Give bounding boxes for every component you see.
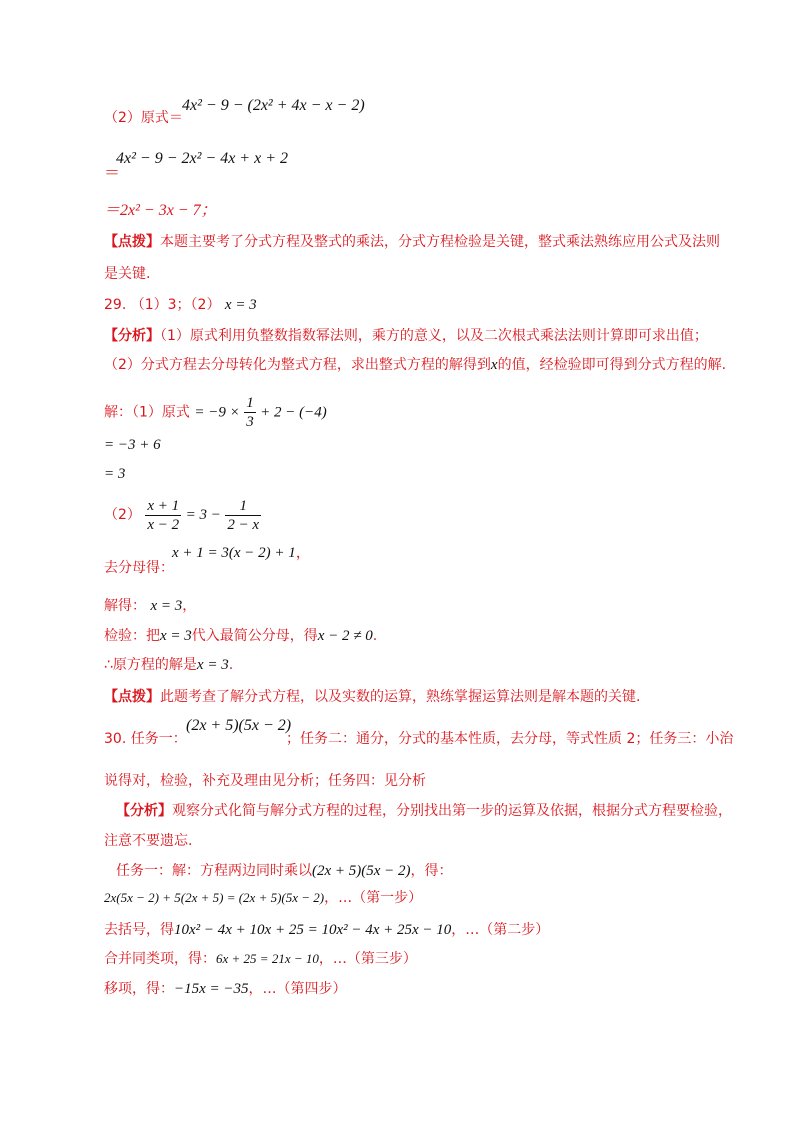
q30-b: ；任务二：通分，分式的基本性质，去分母，等式性质 2；任务三：小治 [286, 731, 734, 747]
task1-line [116, 861, 453, 881]
step4-tail: ，…（第四步） [248, 981, 347, 997]
task1-expr: (2x + 5)(5x − 2) [312, 863, 411, 879]
sol29-p2-fraction2 [225, 497, 261, 534]
step3-line [104, 949, 417, 969]
q30-a: 30. 任务一： [104, 731, 187, 747]
sol29-line3: = 3 [104, 466, 126, 482]
step4-expr: −15x = −35 [174, 981, 249, 997]
dianbo1-text-a: 本题主要考了分式方程及整式的乘法，分式方程检验是关键，整式乘法熟练应用公式及法则 [160, 234, 720, 250]
jianyan-line [104, 626, 377, 646]
fenxi29-text-b2: 的值，经检验即可得到分式方程的解. [497, 357, 727, 373]
sol29-1-frac-den: 3 [246, 414, 254, 430]
qufenmu-expr: x + 1 = 3(x − 2) + 1 [172, 545, 296, 561]
step2-expr: 10x² − 4x + 10x + 25 = 10x² − 4x + 25x − 10 [174, 922, 452, 938]
sol29-p2-label: （2） [104, 507, 141, 523]
q29-answer-a: （1）3；（2） [130, 297, 221, 313]
jianyan-b: 代入最简公分母，得 [191, 628, 318, 644]
fenxi30-text-b: 注意不要遗忘. [104, 833, 193, 849]
sol29-p2-f1-num: x + 1 [147, 497, 180, 514]
step2-tail: ，…（第二步） [451, 922, 550, 938]
q30-c: 说得对，检验，补充及理由见分析；任务四：见分析 [104, 773, 426, 789]
fenxi30-tag: 【分析】 [116, 803, 172, 819]
qufenmu-expr-line [172, 543, 311, 563]
sol29-1-fraction [244, 394, 256, 431]
q29-number: 29. [104, 297, 127, 313]
step3-a: 合并同类项，得： [104, 951, 216, 967]
yuan-a: ∴原方程的解是 [104, 657, 197, 673]
dianbo1-text-b: 是关键. [104, 266, 151, 282]
part2-expr1: 4x² − 9 − (2x² + 4x − x − 2) [182, 97, 365, 114]
jianyan-a: 检验：把 [104, 628, 160, 644]
fenxi29-line-b [104, 355, 726, 375]
part2-expr2: 4x² − 9 − 2x² − 4x + x + 2 [116, 150, 288, 167]
fenxi29-x: x [490, 357, 498, 373]
fenxi30-line-a [116, 801, 732, 821]
fenxi29-tag: 【分析】 [104, 328, 160, 344]
sol29-line1 [104, 394, 327, 431]
dianbo1-line [104, 232, 720, 252]
fenxi29-text-a: （1）原式利用负整数指数幂法则，乘方的意义，以及二次根式乘法法则计算即可求出值； [160, 328, 708, 344]
dianbo2-text: 此题考查了解分式方程，以及实数的运算，熟练掌握运算法则是解本题的关键. [160, 689, 641, 705]
sol29-p2-f1-den: x − 2 [147, 516, 180, 533]
q30-answer-line-a [104, 729, 187, 749]
jiede-expr: x = 3 [150, 598, 183, 614]
step2-a: 去括号，得 [104, 922, 174, 938]
dianbo2-tag: 【点拨】 [104, 689, 160, 705]
step1-expr: 2x(5x − 2) + 5(2x + 5) = (2x + 5)(5x − 2) [104, 890, 325, 905]
q30-expr: (2x + 5)(5x − 2) [186, 717, 292, 734]
jiede-line [104, 596, 196, 616]
part2-label-line [104, 108, 183, 128]
jianyan-c: . [372, 628, 378, 644]
part2-expr3: ＝2x² − 3x − 7； [104, 202, 217, 219]
sol29-p2-fraction1 [145, 497, 181, 534]
step1-line [104, 888, 422, 908]
part2-label: （2）原式＝ [104, 110, 183, 126]
step3-expr: 6x + 25 = 21x − 10 [216, 951, 319, 966]
dianbo1-tag: 【点拨】 [104, 234, 160, 250]
sol29-part2-line [104, 495, 261, 535]
qufenmu-comma: ， [295, 545, 311, 561]
jianyan-expr2: x − 2 ≠ 0 [317, 628, 373, 644]
sol29-p2-mid: = 3 − [185, 507, 221, 523]
fenxi30-text-a: 观察分式化简与解分式方程的过程，分别找出第一步的运算及依据，根据分式方程要检验， [172, 803, 732, 819]
sol29-p2-f2-num: 1 [225, 497, 261, 516]
sol29-1-c: + 2 − (−4) [260, 404, 327, 421]
fenxi29-text-b1: （2）分式方程去分母转化为整式方程，求出整式方程的解得到 [104, 357, 491, 373]
q29-answer-line [104, 295, 257, 315]
step3-tail: ，…（第三步） [318, 951, 417, 967]
step4-line [104, 979, 347, 999]
step2-line [104, 920, 549, 940]
sol29-p2-f2-den: 2 − x [227, 516, 260, 533]
fenxi29-line-a [104, 326, 708, 346]
qufenmu-label: 去分母得： [104, 560, 174, 576]
q29-answer-b: x = 3 [224, 297, 257, 313]
yuan-line [104, 655, 233, 675]
sol29-1-frac-num: 1 [246, 395, 254, 411]
sol29-1-b: = −9 × [194, 404, 240, 421]
part2-eq-sign: ＝ [104, 163, 121, 182]
task1-a: 任务一：解：方程两边同时乘以 [116, 863, 312, 879]
jiede-comma: ， [182, 598, 197, 614]
step4-a: 移项，得： [104, 981, 174, 997]
sol29-1-a: 解：（1）原式 [104, 404, 190, 421]
dianbo2-line [104, 687, 640, 707]
jiede-label: 解得： [104, 598, 146, 614]
sol29-line2: = −3 + 6 [104, 437, 161, 453]
task1-b: ，得： [410, 863, 453, 879]
yuan-expr: x = 3 [196, 657, 229, 673]
step1-tail: ，…（第一步） [324, 890, 423, 906]
yuan-b: . [228, 657, 234, 673]
jianyan-expr1: x = 3 [160, 628, 192, 644]
